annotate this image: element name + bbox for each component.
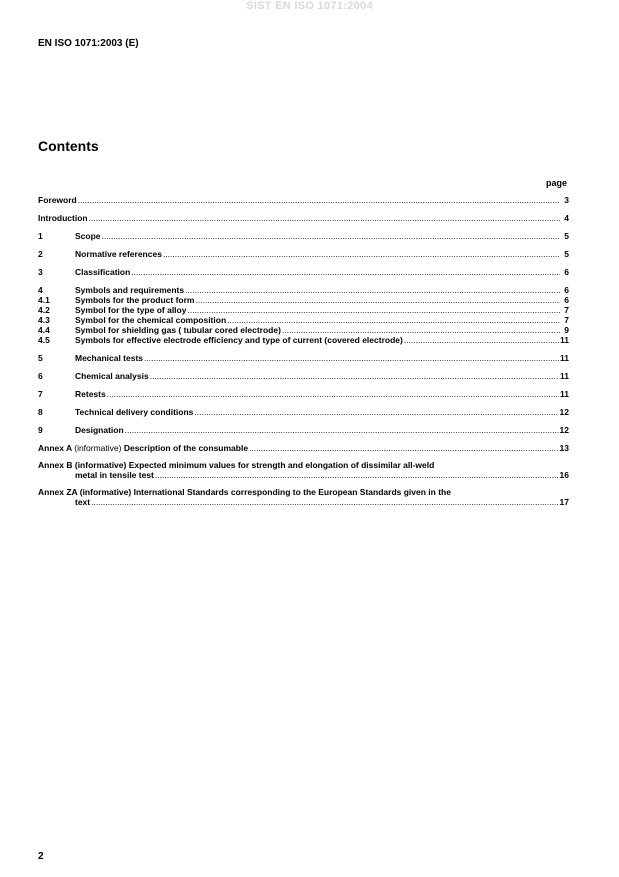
toc-label: Symbol for the type of alloy [75, 305, 187, 315]
toc-page: 13 [559, 443, 569, 453]
toc-label: Retests [75, 389, 106, 399]
annex-title: International Standards corresponding to the European Standards given in the [133, 487, 451, 497]
toc-label [38, 487, 569, 497]
leader-dots [150, 371, 559, 381]
toc-number: 4 [38, 285, 43, 295]
leader-dots [89, 213, 560, 223]
toc-entry-product-form[interactable] [38, 295, 569, 305]
toc-number: 6 [38, 371, 43, 381]
toc-label: Classification [75, 267, 131, 277]
toc-label: Symbols for the product form [75, 295, 195, 305]
page-title: Contents [38, 138, 99, 154]
toc-page: 11 [560, 389, 569, 399]
toc-number: 5 [38, 353, 43, 363]
watermark: SIST EN ISO 1071:2004 [246, 0, 373, 12]
toc-page: 6 [564, 295, 569, 305]
toc-label [38, 443, 248, 453]
toc-entry-scope[interactable] [38, 231, 569, 241]
toc-label: Symbol for shielding gas ( tubular cored electrode) [75, 325, 281, 335]
toc-entry-symbols-requirements[interactable] [38, 285, 569, 295]
toc-entry-chemical-analysis[interactable] [38, 371, 569, 381]
toc-page: 9 [564, 325, 569, 335]
toc-label: Chemical analysis [75, 371, 149, 381]
toc-page: 3 [564, 195, 569, 205]
toc-label: Symbol for the chemical composition [75, 315, 227, 325]
leader-dots [125, 425, 559, 435]
leader-dots [102, 231, 560, 241]
leader-dots [282, 325, 560, 335]
leader-dots [249, 443, 558, 453]
toc-entry-chemical-composition[interactable] [38, 315, 569, 325]
toc-label: Foreword [38, 195, 77, 205]
toc-number: 4.1 [38, 295, 50, 305]
toc-entry-classification[interactable] [38, 267, 569, 277]
toc-label: Symbols and requirements [75, 285, 185, 295]
leader-dots [78, 195, 560, 205]
toc-page: 6 [564, 285, 569, 295]
toc-entry-designation[interactable] [38, 425, 569, 435]
toc-entry-annex-za[interactable] [38, 487, 569, 507]
toc-number: 1 [38, 231, 43, 241]
toc-entry-electrode-efficiency[interactable] [38, 335, 569, 345]
toc-entry-shielding-gas[interactable] [38, 325, 569, 335]
annex-prefix: Annex B [38, 460, 73, 470]
toc-number: 9 [38, 425, 43, 435]
toc-entry-annex-b[interactable] [38, 460, 569, 480]
toc-number: 4.2 [38, 305, 50, 315]
toc-label-continuation [38, 497, 569, 507]
document-id: EN ISO 1071:2003 (E) [38, 38, 139, 49]
toc-number: 4.5 [38, 335, 50, 345]
annex-informative: (informative) [79, 487, 132, 497]
leader-dots [144, 353, 559, 363]
leader-dots [155, 470, 559, 480]
toc-page: 11 [560, 371, 569, 381]
toc-entry-foreword[interactable] [38, 195, 569, 205]
toc-entry-introduction[interactable] [38, 213, 569, 223]
toc-label: Technical delivery conditions [75, 407, 194, 417]
toc-page: 4 [564, 213, 569, 223]
toc-entry-delivery-conditions[interactable] [38, 407, 569, 417]
toc-page: 11 [560, 353, 569, 363]
toc-page: 5 [564, 249, 569, 259]
toc-page: 16 [559, 470, 569, 480]
leader-dots [91, 497, 558, 507]
leader-dots [187, 305, 560, 315]
toc-page: 7 [564, 315, 569, 325]
annex-title: Expected minimum values for strength and elongation of dissimilar all-weld [128, 460, 435, 470]
toc-entry-type-of-alloy[interactable] [38, 305, 569, 315]
toc-page: 5 [564, 231, 569, 241]
toc-page: 7 [564, 305, 569, 315]
leader-dots [131, 267, 560, 277]
toc-page: 6 [564, 267, 569, 277]
toc-label-continuation [38, 470, 569, 480]
leader-dots [227, 315, 560, 325]
annex-prefix: Annex A [38, 443, 72, 453]
page-column-label: page [545, 178, 567, 188]
toc-number: 3 [38, 267, 43, 277]
toc-label: Introduction [38, 213, 88, 223]
annex-informative: (informative) [74, 460, 127, 470]
toc-label [38, 460, 569, 470]
toc-page: 17 [559, 497, 569, 507]
leader-dots [163, 249, 560, 259]
annex-title: Description of the consumable [123, 443, 249, 453]
annex-informative: (informative) [74, 443, 122, 453]
toc-page: 11 [560, 335, 569, 345]
toc-label: Mechanical tests [75, 353, 144, 363]
toc-page: 12 [559, 407, 569, 417]
toc-number: 7 [38, 389, 43, 399]
toc-number: 4.3 [38, 315, 50, 325]
annex-title-continued: text [75, 497, 91, 507]
toc-entry-mechanical-tests[interactable] [38, 353, 569, 363]
toc-label: Designation [75, 425, 124, 435]
toc-label: Symbols for effective electrode efficiency and type of current (covered electrode) [75, 335, 403, 345]
leader-dots [195, 295, 560, 305]
toc-entry-retests[interactable] [38, 389, 569, 399]
table-of-contents [38, 195, 569, 507]
toc-label: Scope [75, 231, 101, 241]
toc-number: 2 [38, 249, 43, 259]
leader-dots [185, 285, 560, 295]
toc-number: 8 [38, 407, 43, 417]
annex-title-continued: metal in tensile test [75, 470, 154, 480]
toc-entry-annex-a[interactable] [38, 443, 569, 453]
toc-entry-normative-references[interactable] [38, 249, 569, 259]
leader-dots [194, 407, 558, 417]
page-number: 2 [38, 851, 44, 862]
toc-label: Normative references [75, 249, 162, 259]
toc-page: 12 [559, 425, 569, 435]
leader-dots [404, 335, 559, 345]
annex-prefix: Annex ZA [38, 487, 78, 497]
toc-number: 4.4 [38, 325, 50, 335]
leader-dots [107, 389, 559, 399]
